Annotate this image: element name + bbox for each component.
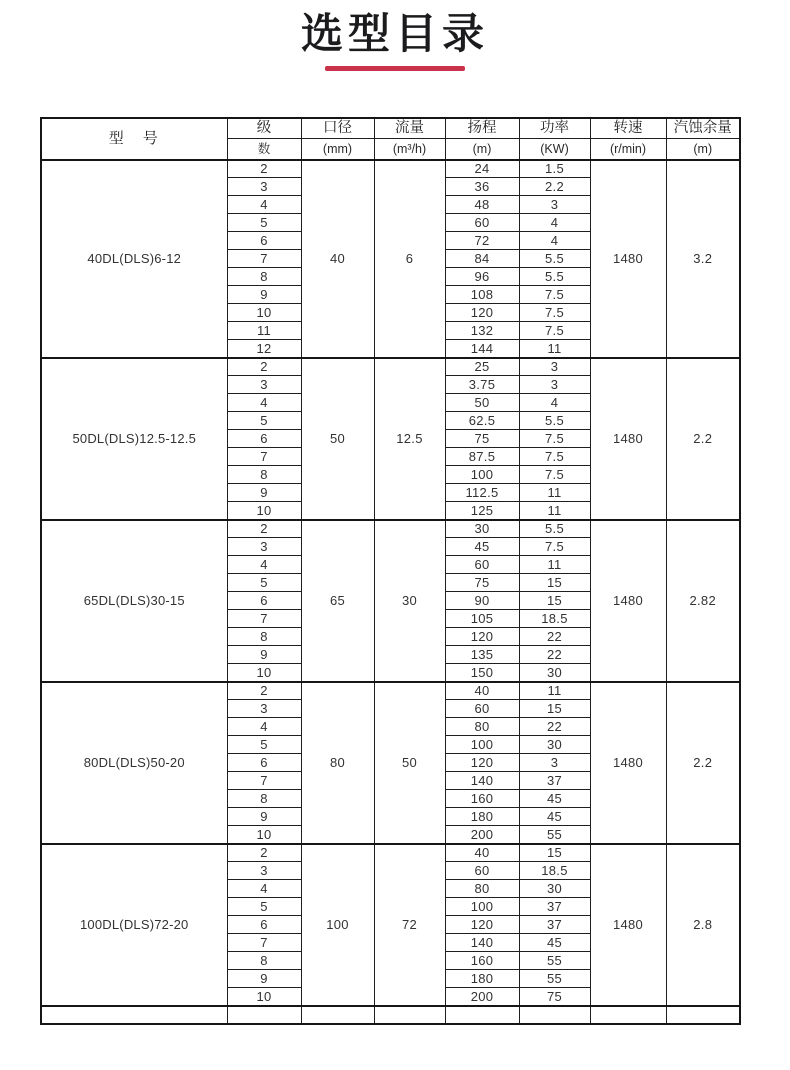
power-cell: 30 <box>519 736 590 754</box>
stages-cell: 10 <box>227 664 301 682</box>
stages-cell: 9 <box>227 808 301 826</box>
head-cell: 125 <box>445 502 519 520</box>
speed-cell: 1480 <box>590 844 666 1006</box>
power-cell: 7.5 <box>519 430 590 448</box>
empty-cell <box>445 1006 519 1024</box>
speed-cell: 1480 <box>590 682 666 844</box>
head-cell: 25 <box>445 358 519 376</box>
power-cell: 5.5 <box>519 268 590 286</box>
power-cell: 55 <box>519 826 590 844</box>
table-row <box>41 160 740 178</box>
head-cell: 144 <box>445 340 519 358</box>
head-cell: 62.5 <box>445 412 519 430</box>
stages-cell: 7 <box>227 772 301 790</box>
npsh-cell: 2.2 <box>666 358 740 520</box>
power-cell: 7.5 <box>519 304 590 322</box>
stages-cell: 9 <box>227 286 301 304</box>
npsh-cell: 3.2 <box>666 160 740 358</box>
stages-cell: 3 <box>227 862 301 880</box>
stages-cell: 2 <box>227 844 301 862</box>
header-model: 型 号 <box>41 118 227 160</box>
stages-cell: 9 <box>227 970 301 988</box>
head-cell: 112.5 <box>445 484 519 502</box>
empty-cell <box>41 1006 227 1024</box>
stages-cell: 5 <box>227 574 301 592</box>
header-label: 转速 <box>590 118 666 139</box>
stages-cell: 5 <box>227 736 301 754</box>
power-cell: 5.5 <box>519 250 590 268</box>
stages-cell: 4 <box>227 718 301 736</box>
power-cell: 30 <box>519 664 590 682</box>
flow-cell: 30 <box>374 520 445 682</box>
head-cell: 60 <box>445 556 519 574</box>
table-row-partial <box>41 1006 740 1024</box>
head-cell: 84 <box>445 250 519 268</box>
power-cell: 3 <box>519 754 590 772</box>
power-cell: 75 <box>519 988 590 1006</box>
head-cell: 75 <box>445 430 519 448</box>
stages-cell: 6 <box>227 232 301 250</box>
pump-selection-table <box>40 117 741 1025</box>
stages-cell: 3 <box>227 178 301 196</box>
speed-cell: 1480 <box>590 358 666 520</box>
stages-cell: 8 <box>227 466 301 484</box>
head-cell: 36 <box>445 178 519 196</box>
stages-cell: 5 <box>227 898 301 916</box>
head-cell: 180 <box>445 808 519 826</box>
power-cell: 7.5 <box>519 466 590 484</box>
power-cell: 37 <box>519 772 590 790</box>
head-cell: 200 <box>445 826 519 844</box>
empty-cell <box>301 1006 374 1024</box>
stages-cell: 12 <box>227 340 301 358</box>
power-cell: 22 <box>519 718 590 736</box>
head-cell: 160 <box>445 952 519 970</box>
stages-cell: 4 <box>227 196 301 214</box>
head-cell: 96 <box>445 268 519 286</box>
table-row <box>41 358 740 376</box>
power-cell: 18.5 <box>519 610 590 628</box>
header-label: 功率 <box>519 118 590 139</box>
head-cell: 120 <box>445 304 519 322</box>
power-cell: 11 <box>519 682 590 700</box>
power-cell: 18.5 <box>519 862 590 880</box>
head-cell: 100 <box>445 898 519 916</box>
power-cell: 5.5 <box>519 520 590 538</box>
title-underline <box>325 66 465 71</box>
header-label: 汽蚀余量 <box>666 118 740 139</box>
flow-cell: 50 <box>374 682 445 844</box>
speed-cell: 1480 <box>590 160 666 358</box>
head-cell: 140 <box>445 772 519 790</box>
stages-cell: 7 <box>227 934 301 952</box>
header-label: 流量 <box>374 118 445 139</box>
empty-cell <box>666 1006 740 1024</box>
power-cell: 15 <box>519 700 590 718</box>
head-cell: 50 <box>445 394 519 412</box>
power-cell: 15 <box>519 592 590 610</box>
power-cell: 3 <box>519 376 590 394</box>
head-cell: 80 <box>445 718 519 736</box>
head-cell: 180 <box>445 970 519 988</box>
power-cell: 2.2 <box>519 178 590 196</box>
power-cell: 7.5 <box>519 286 590 304</box>
header-unit: (m³/h) <box>374 139 445 160</box>
head-cell: 132 <box>445 322 519 340</box>
diameter-cell: 80 <box>301 682 374 844</box>
head-cell: 135 <box>445 646 519 664</box>
stages-cell: 3 <box>227 700 301 718</box>
power-cell: 7.5 <box>519 322 590 340</box>
head-cell: 120 <box>445 754 519 772</box>
power-cell: 3 <box>519 358 590 376</box>
power-cell: 15 <box>519 574 590 592</box>
power-cell: 22 <box>519 628 590 646</box>
power-cell: 7.5 <box>519 538 590 556</box>
npsh-cell: 2.82 <box>666 520 740 682</box>
power-cell: 7.5 <box>519 448 590 466</box>
stages-cell: 5 <box>227 412 301 430</box>
power-cell: 30 <box>519 880 590 898</box>
head-cell: 60 <box>445 700 519 718</box>
power-cell: 37 <box>519 916 590 934</box>
head-cell: 24 <box>445 160 519 178</box>
stages-cell: 3 <box>227 376 301 394</box>
flow-cell: 12.5 <box>374 358 445 520</box>
diameter-cell: 50 <box>301 358 374 520</box>
power-cell: 22 <box>519 646 590 664</box>
model-cell: 50DL(DLS)12.5-12.5 <box>41 358 227 520</box>
empty-cell <box>590 1006 666 1024</box>
header-unit: (KW) <box>519 139 590 160</box>
head-cell: 40 <box>445 844 519 862</box>
table-row <box>41 682 740 700</box>
power-cell: 5.5 <box>519 412 590 430</box>
head-cell: 60 <box>445 214 519 232</box>
stages-cell: 7 <box>227 448 301 466</box>
power-cell: 45 <box>519 808 590 826</box>
stages-cell: 4 <box>227 880 301 898</box>
head-cell: 60 <box>445 862 519 880</box>
diameter-cell: 40 <box>301 160 374 358</box>
stages-cell: 6 <box>227 430 301 448</box>
power-cell: 4 <box>519 214 590 232</box>
stages-cell: 8 <box>227 268 301 286</box>
header-unit: (mm) <box>301 139 374 160</box>
stages-cell: 4 <box>227 556 301 574</box>
head-cell: 80 <box>445 880 519 898</box>
stages-cell: 10 <box>227 304 301 322</box>
head-cell: 90 <box>445 592 519 610</box>
power-cell: 55 <box>519 952 590 970</box>
npsh-cell: 2.2 <box>666 682 740 844</box>
power-cell: 1.5 <box>519 160 590 178</box>
power-cell: 4 <box>519 232 590 250</box>
power-cell: 15 <box>519 844 590 862</box>
empty-cell <box>227 1006 301 1024</box>
power-cell: 37 <box>519 898 590 916</box>
header-unit: (m) <box>666 139 740 160</box>
npsh-cell: 2.8 <box>666 844 740 1006</box>
head-cell: 30 <box>445 520 519 538</box>
stages-cell: 9 <box>227 484 301 502</box>
header-label: 口径 <box>301 118 374 139</box>
power-cell: 3 <box>519 196 590 214</box>
speed-cell: 1480 <box>590 520 666 682</box>
power-cell: 11 <box>519 484 590 502</box>
model-cell: 40DL(DLS)6-12 <box>41 160 227 358</box>
stages-cell: 7 <box>227 250 301 268</box>
head-cell: 40 <box>445 682 519 700</box>
head-cell: 108 <box>445 286 519 304</box>
header-row-top <box>41 118 740 139</box>
head-cell: 200 <box>445 988 519 1006</box>
stages-cell: 8 <box>227 628 301 646</box>
header-label: 扬程 <box>445 118 519 139</box>
power-cell: 4 <box>519 394 590 412</box>
empty-cell <box>519 1006 590 1024</box>
head-cell: 87.5 <box>445 448 519 466</box>
head-cell: 72 <box>445 232 519 250</box>
stages-cell: 6 <box>227 592 301 610</box>
stages-cell: 10 <box>227 826 301 844</box>
table-body <box>41 160 740 1024</box>
head-cell: 100 <box>445 466 519 484</box>
stages-cell: 11 <box>227 322 301 340</box>
power-cell: 45 <box>519 790 590 808</box>
table-row <box>41 520 740 538</box>
stages-cell: 3 <box>227 538 301 556</box>
header-unit: 数 <box>227 139 301 160</box>
power-cell: 11 <box>519 502 590 520</box>
head-cell: 105 <box>445 610 519 628</box>
stages-cell: 6 <box>227 916 301 934</box>
stages-cell: 8 <box>227 952 301 970</box>
diameter-cell: 100 <box>301 844 374 1006</box>
stages-cell: 10 <box>227 988 301 1006</box>
stages-cell: 2 <box>227 358 301 376</box>
head-cell: 100 <box>445 736 519 754</box>
page-title: 选型目录 <box>300 9 489 58</box>
stages-cell: 5 <box>227 214 301 232</box>
head-cell: 140 <box>445 934 519 952</box>
stages-cell: 2 <box>227 520 301 538</box>
power-cell: 45 <box>519 934 590 952</box>
head-cell: 48 <box>445 196 519 214</box>
diameter-cell: 65 <box>301 520 374 682</box>
power-cell: 11 <box>519 556 590 574</box>
stages-cell: 7 <box>227 610 301 628</box>
stages-cell: 2 <box>227 682 301 700</box>
stages-cell: 4 <box>227 394 301 412</box>
empty-cell <box>374 1006 445 1024</box>
power-cell: 55 <box>519 970 590 988</box>
flow-cell: 72 <box>374 844 445 1006</box>
header-unit: (m) <box>445 139 519 160</box>
stages-cell: 9 <box>227 646 301 664</box>
power-cell: 11 <box>519 340 590 358</box>
head-cell: 150 <box>445 664 519 682</box>
table-header <box>41 118 740 160</box>
head-cell: 3.75 <box>445 376 519 394</box>
model-cell: 100DL(DLS)72-20 <box>41 844 227 1006</box>
head-cell: 120 <box>445 916 519 934</box>
flow-cell: 6 <box>374 160 445 358</box>
stages-cell: 2 <box>227 160 301 178</box>
table-row <box>41 844 740 862</box>
head-cell: 160 <box>445 790 519 808</box>
head-cell: 45 <box>445 538 519 556</box>
stages-cell: 6 <box>227 754 301 772</box>
header-unit: (r/min) <box>590 139 666 160</box>
head-cell: 75 <box>445 574 519 592</box>
header-label: 级 <box>227 118 301 139</box>
model-cell: 80DL(DLS)50-20 <box>41 682 227 844</box>
stages-cell: 8 <box>227 790 301 808</box>
model-cell: 65DL(DLS)30-15 <box>41 520 227 682</box>
stages-cell: 10 <box>227 502 301 520</box>
head-cell: 120 <box>445 628 519 646</box>
